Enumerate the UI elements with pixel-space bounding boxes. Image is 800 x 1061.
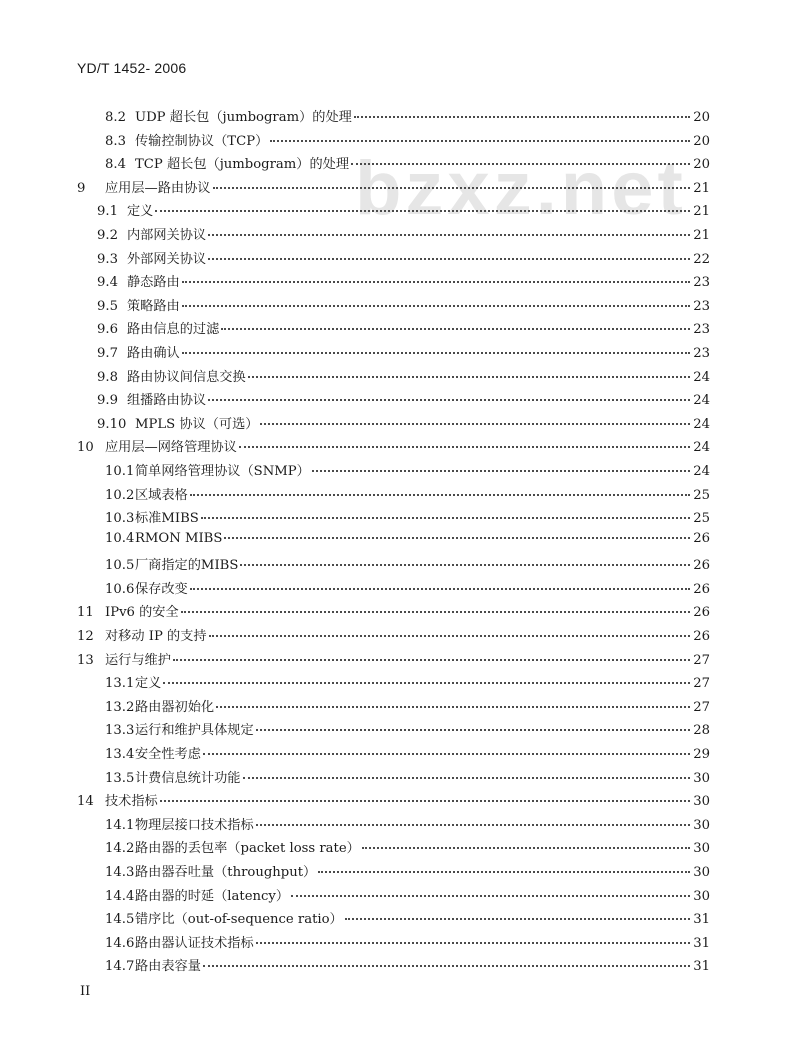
toc-entry-page: 30 — [693, 888, 710, 904]
toc-entry-page: 26 — [693, 629, 710, 645]
toc-entry-title: 安全性考虑 — [135, 747, 201, 763]
dot-leader — [160, 799, 690, 802]
dot-leader — [182, 304, 690, 307]
toc-entry-number: 8.2 — [105, 110, 126, 125]
toc-entry-title: 路由器的时延（latency） — [135, 888, 290, 904]
toc-entry[interactable] — [77, 177, 710, 201]
toc-entry-number: 14.1 — [105, 817, 135, 833]
toc-entry-title: 路由确认 — [127, 345, 180, 361]
toc-entry-title: 路由表容量 — [135, 959, 201, 975]
dot-leader — [221, 327, 690, 330]
toc-entry-title: 保存改变 — [135, 581, 188, 597]
dot-leader — [182, 280, 690, 283]
toc-entry-page: 30 — [693, 865, 710, 880]
toc-entry[interactable] — [77, 342, 710, 366]
dot-leader — [163, 681, 690, 684]
dot-leader — [203, 964, 690, 967]
toc-entry[interactable] — [77, 484, 710, 508]
toc-entry[interactable] — [77, 554, 710, 578]
dot-leader — [362, 846, 690, 849]
toc-entry-page: 30 — [693, 794, 710, 810]
toc-entry[interactable] — [77, 460, 710, 484]
toc-entry[interactable] — [77, 295, 710, 319]
toc-entry-title: 内部网关协议 — [127, 227, 207, 243]
toc-entry-number: 13 — [77, 652, 94, 668]
dot-leader — [354, 115, 690, 118]
toc-entry-title: 策略路由 — [127, 298, 180, 314]
toc-entry-page: 31 — [693, 935, 710, 951]
toc-entry-number: 13.2 — [105, 699, 135, 715]
toc-entry-page: 27 — [693, 676, 710, 692]
toc-entry-title: MPLS 协议（可选） — [135, 416, 259, 432]
dot-leader — [190, 587, 690, 590]
toc-entry-number: 9.1 — [97, 204, 118, 220]
dot-leader — [208, 398, 690, 401]
dot-leader — [216, 705, 690, 708]
toc-entry-title: 静态路由 — [127, 275, 180, 291]
toc-entry-title: 定义 — [135, 676, 162, 692]
toc-entry-page: 30 — [693, 817, 710, 833]
toc-entry-number: 13.4 — [105, 747, 135, 763]
toc-entry-number: 10.6 — [105, 581, 135, 597]
toc-entry-title: 定义 — [127, 204, 154, 220]
toc-entry[interactable] — [77, 601, 710, 625]
dot-leader — [270, 139, 690, 142]
toc-entry-number: 14.3 — [105, 865, 135, 880]
toc-entry-number: 10.3 — [105, 511, 135, 527]
toc-entry-page: 29 — [693, 747, 710, 763]
toc-entry-title: 组播路由协议 — [127, 393, 207, 409]
toc-entry[interactable] — [77, 955, 710, 979]
toc-entry[interactable] — [77, 790, 710, 814]
table-of-contents — [77, 106, 710, 979]
dot-leader — [209, 634, 690, 637]
toc-entry-page: 23 — [693, 298, 710, 314]
toc-entry-number: 10.5 — [105, 558, 135, 574]
page-number-footer: II — [80, 984, 91, 999]
toc-entry-number: 9.7 — [97, 345, 118, 361]
toc-entry-number: 12 — [77, 629, 94, 645]
toc-entry-number: 10 — [77, 440, 94, 456]
toc-entry-number: 9.10 — [97, 416, 127, 432]
dot-leader — [243, 776, 691, 779]
toc-entry[interactable] — [77, 861, 710, 885]
toc-entry[interactable] — [77, 625, 710, 649]
toc-entry-number: 13.3 — [105, 723, 135, 739]
toc-entry-title: 运行和维护具体规定 — [135, 723, 254, 739]
dot-leader — [256, 728, 690, 731]
dot-leader — [173, 658, 690, 661]
toc-entry[interactable] — [77, 578, 710, 602]
toc-entry-number: 14.5 — [105, 912, 135, 928]
toc-entry-title: TCP 超长包（jumbogram）的处理 — [135, 157, 350, 173]
dot-leader — [256, 823, 690, 826]
toc-entry-page: 20 — [693, 133, 710, 149]
dot-leader — [318, 870, 690, 873]
dot-leader — [181, 610, 690, 613]
toc-entry-number: 9 — [77, 180, 86, 196]
dot-leader — [351, 162, 690, 165]
toc-entry-number: 14 — [77, 794, 94, 810]
toc-entry-title: 错序比（out-of-sequence ratio） — [135, 912, 343, 928]
toc-entry-number: 14.6 — [105, 935, 135, 951]
toc-entry[interactable] — [77, 814, 710, 838]
toc-entry-number: 11 — [77, 605, 94, 621]
toc-entry[interactable] — [77, 436, 710, 460]
toc-entry-page: 23 — [693, 345, 710, 361]
toc-entry-number: 14.4 — [105, 888, 135, 904]
toc-entry-page: 26 — [693, 581, 710, 597]
toc-entry[interactable] — [77, 153, 710, 177]
toc-entry-title: 运行与维护 — [105, 652, 171, 668]
dot-leader — [155, 209, 690, 212]
document-id-header: YD/T 1452- 2006 — [77, 60, 187, 76]
toc-entry-number: 13.5 — [105, 770, 135, 786]
toc-entry-page: 30 — [693, 841, 710, 857]
watermark: bzxz.net — [355, 146, 687, 231]
toc-entry-title: 传输控制协议（TCP） — [135, 133, 269, 149]
toc-entry-page: 26 — [693, 605, 710, 621]
toc-entry-number: 14.7 — [105, 959, 135, 975]
toc-entry-title: 技术指标 — [105, 794, 158, 810]
dot-leader — [240, 563, 690, 566]
toc-entry-title: UDP 超长包（jumbogram）的处理 — [135, 110, 352, 125]
toc-entry-page: 31 — [693, 959, 710, 975]
toc-entry-title: 路由器吞吐量（throughput） — [135, 865, 317, 880]
dot-leader — [201, 516, 690, 519]
toc-entry-page: 21 — [693, 227, 710, 243]
toc-entry-number: 8.4 — [105, 157, 126, 173]
toc-entry[interactable] — [77, 413, 710, 437]
toc-entry[interactable] — [77, 696, 710, 720]
toc-entry-title: 路由器的丢包率（packet loss rate） — [135, 841, 360, 857]
dot-leader — [203, 752, 690, 755]
toc-entry-page: 23 — [693, 322, 710, 338]
toc-entry-title: 对移动 IP 的支持 — [105, 629, 207, 645]
toc-entry-title: 标准MIBS — [135, 511, 199, 527]
toc-entry-number: 9.6 — [97, 322, 118, 338]
toc-entry-page: 24 — [693, 393, 710, 409]
toc-entry[interactable] — [77, 366, 710, 390]
toc-entry[interactable] — [77, 932, 710, 956]
toc-entry-title: 区域表格 — [135, 487, 188, 503]
toc-entry[interactable] — [77, 200, 710, 224]
dot-leader — [213, 186, 691, 189]
toc-entry-page: 25 — [693, 511, 710, 527]
toc-entry-title: 应用层—网络管理协议 — [105, 440, 237, 456]
toc-entry-page: 26 — [693, 558, 710, 574]
toc-entry-title: IPv6 的安全 — [105, 605, 179, 621]
toc-entry[interactable] — [77, 106, 710, 130]
toc-entry[interactable] — [77, 271, 710, 295]
dot-leader — [208, 257, 690, 260]
toc-entry[interactable] — [77, 531, 710, 555]
toc-entry[interactable] — [77, 389, 710, 413]
toc-entry-page: 25 — [693, 487, 710, 503]
toc-entry-title: 计费信息统计功能 — [135, 770, 241, 786]
toc-entry-page: 24 — [693, 416, 710, 432]
dot-leader — [312, 469, 690, 472]
toc-entry-title: 路由协议间信息交换 — [127, 369, 246, 385]
toc-entry-page: 27 — [693, 699, 710, 715]
toc-entry-page: 30 — [693, 770, 710, 786]
toc-entry-number: 10.2 — [105, 487, 135, 503]
toc-entry-page: 26 — [693, 530, 710, 546]
toc-entry-page: 24 — [693, 440, 710, 456]
toc-entry[interactable] — [77, 248, 710, 272]
toc-entry-title: 外部网关协议 — [127, 251, 207, 267]
dot-leader — [182, 351, 690, 354]
toc-entry-page: 20 — [693, 157, 710, 173]
toc-entry-number: 9.8 — [97, 369, 118, 385]
toc-entry[interactable] — [77, 885, 710, 909]
toc-entry[interactable] — [77, 224, 710, 248]
toc-entry-number: 9.9 — [97, 393, 118, 409]
toc-entry-page: 24 — [693, 369, 710, 385]
toc-entry[interactable] — [77, 130, 710, 154]
toc-entry-page: 24 — [693, 463, 710, 479]
toc-entry-title: 物理层接口技术指标 — [135, 817, 254, 833]
toc-entry-title: 路由器认证技术指标 — [135, 935, 254, 951]
toc-entry-number: 8.3 — [105, 133, 126, 149]
dot-leader — [239, 445, 690, 448]
toc-entry[interactable] — [77, 719, 710, 743]
toc-entry[interactable] — [77, 672, 710, 696]
toc-entry-title: 路由器初始化 — [135, 699, 215, 715]
toc-entry-page: 22 — [693, 251, 710, 267]
toc-entry-page: 20 — [693, 110, 710, 125]
toc-entry[interactable] — [77, 908, 710, 932]
dot-leader — [291, 894, 690, 897]
toc-entry-number: 14.2 — [105, 841, 135, 857]
dot-leader — [248, 375, 690, 378]
toc-entry[interactable] — [77, 837, 710, 861]
toc-entry[interactable] — [77, 507, 710, 531]
toc-entry-title: 简单网络管理协议（SNMP） — [135, 463, 310, 479]
dot-leader — [208, 233, 690, 236]
toc-entry-title: 应用层—路由协议 — [105, 180, 211, 196]
dot-leader — [345, 917, 690, 920]
dot-leader — [190, 493, 690, 496]
toc-entry-page: 21 — [693, 180, 710, 196]
toc-entry[interactable] — [77, 649, 710, 673]
toc-entry[interactable] — [77, 743, 710, 767]
toc-entry-page: 23 — [693, 275, 710, 291]
toc-entry-title: 厂商指定的MIBS — [135, 558, 239, 574]
toc-entry-page: 31 — [693, 912, 710, 928]
toc-entry[interactable] — [77, 767, 710, 791]
toc-entry-page: 21 — [693, 204, 710, 220]
toc-entry-title: 路由信息的过滤 — [127, 322, 220, 338]
toc-entry-number: 10.1 — [105, 463, 135, 479]
dot-leader — [256, 941, 690, 944]
toc-entry-number: 9.5 — [97, 298, 118, 314]
toc-entry-page: 28 — [693, 723, 710, 739]
toc-entry-title: RMON MIBS — [135, 530, 223, 546]
toc-entry-number: 10.4 — [105, 530, 135, 546]
toc-entry-page: 27 — [693, 652, 710, 668]
dot-leader — [260, 422, 690, 425]
toc-entry-number: 9.2 — [97, 227, 118, 243]
toc-entry-number: 9.4 — [97, 275, 118, 291]
toc-entry-number: 13.1 — [105, 676, 135, 692]
toc-entry-number: 9.3 — [97, 251, 118, 267]
toc-entry[interactable] — [77, 318, 710, 342]
dot-leader — [224, 536, 690, 539]
